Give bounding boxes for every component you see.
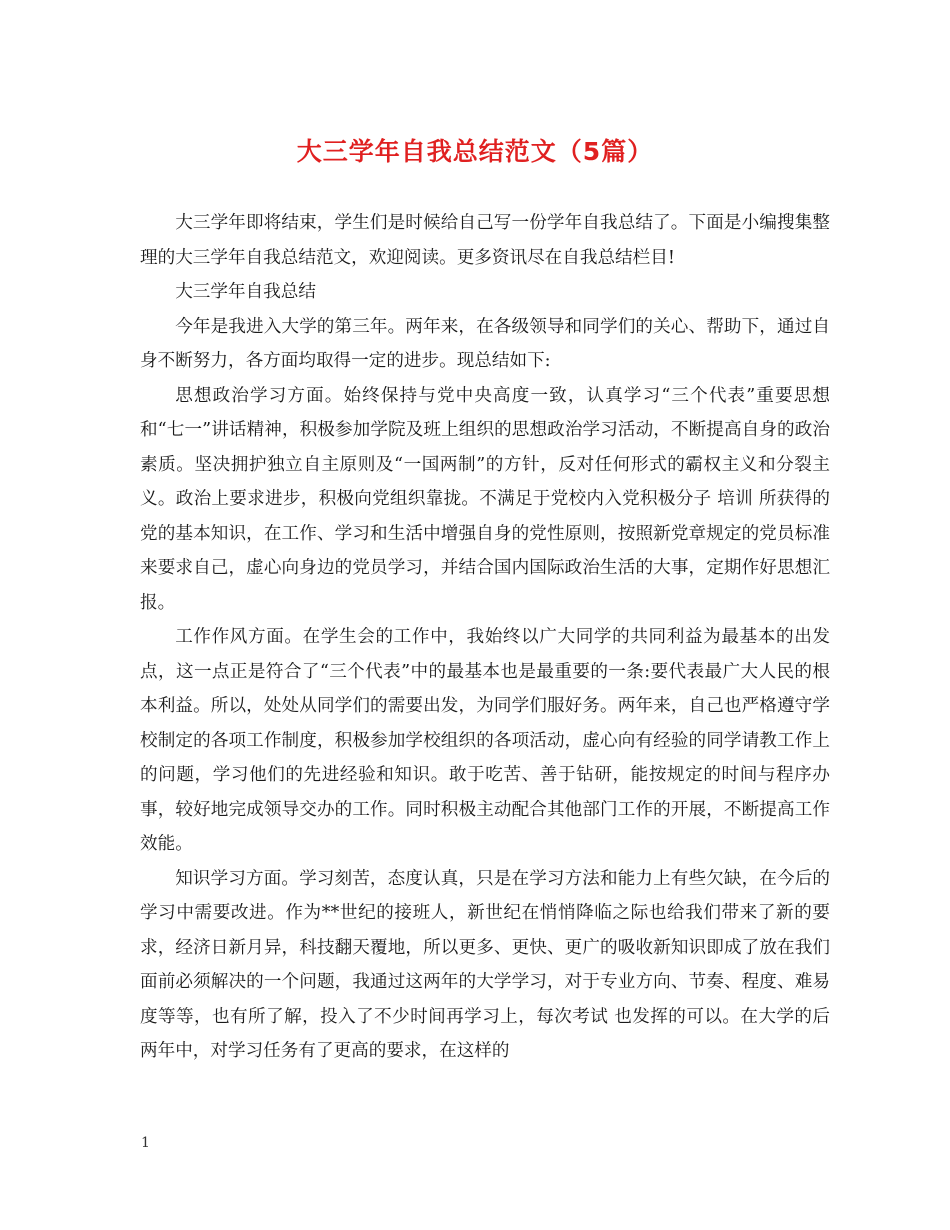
page-number: 1 — [141, 1135, 150, 1151]
paragraph-subheading: 大三学年自我总结 — [175, 282, 316, 302]
document-body — [140, 206, 830, 1069]
paragraph-opening: 今年是我进入大学的第三年。两年来，在各级领导和同学们的关心、帮助下，通过自身不断努力，各方面均取得一定的进步。现总结如下: — [140, 316, 830, 371]
paragraph-knowledge-study: 知识学习方面。学习刻苦，态度认真，只是在学习方法和能力上有些欠缺，在今后的学习中需要改进。作为**世纪的接班人，新世纪在悄悄降临之际也给我们带来了新的要求，经济日新月异，科技翻天覆地，所以更多、更快、更广的吸收新知识即成了放在我们面前必须解决的一个问题，我通过这两年的大学学习，对于专业方向、节奏、程度、难易度等等，也有所了解，投入了不少时间再学习上，每次考试 也发挥的可以。在大学的后两年中，对学习任务有了更高的要求，在这样的 — [140, 868, 830, 1061]
paragraph-political-study: 思想政治学习方面。始终保持与党中央高度一致，认真学习“三个代表”重要思想和“七一”讲话精神，积极参加学院及班上组织的思想政治学习活动，不断提高自身的政治素质。坚决拥护独立自主原则及“一国两制”的方针，反对任何形式的霸权主义和分裂主义。政治上要求进步，积极向党组织靠拢。不满足于党校内入党积极分子 培训 所获得的党的基本知识，在工作、学习和生活中增强自身的党性原则，按照新党章规定的党员标准来要求自己，虚心向身边的党员学习，并结合国内国际政治生活的大事，定期作好思想汇报。 — [140, 385, 830, 613]
paragraph-intro: 大三学年即将结束，学生们是时候给自己写一份学年自我总结了。下面是小编搜集整理的大三学年自我总结范文，欢迎阅读。更多资讯尽在自我总结栏目! — [140, 213, 830, 268]
paragraph-work-style: 工作作风方面。在学生会的工作中，我始终以广大同学的共同利益为最基本的出发点，这一点正是符合了“三个代表”中的最基本也是最重要的一条:要代表最广大人民的根本利益。所以，处处从同学们的需要出发，为同学们服好务。两年来，自己也严格遵守学校制定的各项工作制度，积极参加学校组织的各项活动，虚心向有经验的同学请教工作上的问题，学习他们的先进经验和知识。敢于吃苦、善于钻研，能按规定的时间与程序办事，较好地完成领导交办的工作。同时积极主动配合其他部门工作的开展，不断提高工作效能。 — [140, 627, 830, 854]
document-title: 大三学年自我总结范文（5篇） — [296, 137, 654, 166]
